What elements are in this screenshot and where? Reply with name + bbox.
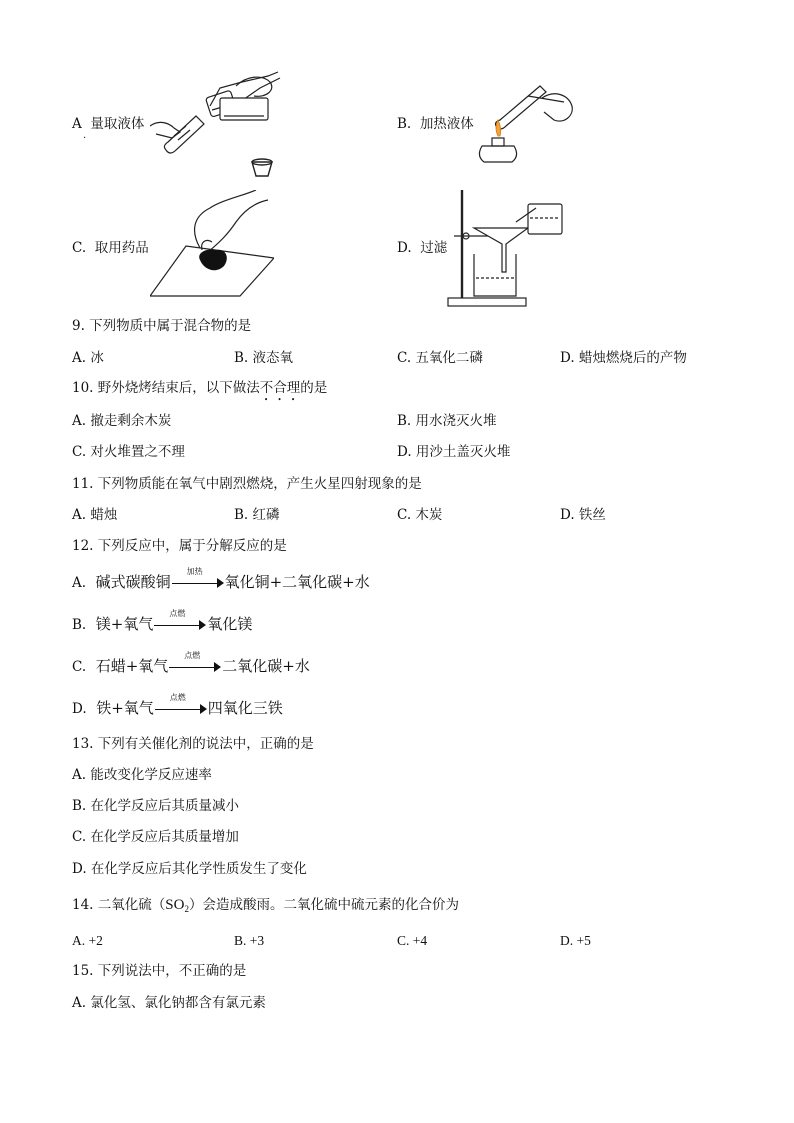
q10-stem-emphasis: 不合理 [259,380,301,396]
q11-option-c[interactable]: C. 木炭 [397,507,443,523]
q12-option-a[interactable] [72,567,370,591]
q12-d-condition: 点燃 [169,693,186,702]
q12-a-right: 氧化铜+二氧化碳+水 [224,573,370,591]
q10-option-d[interactable]: D. 用沙土盖灭火堆 [397,444,511,460]
measure-liquid-figure [150,68,290,184]
q10-stem-post: 的是 [300,380,328,396]
q12-c-right: 二氧化碳+水 [222,657,310,675]
q9-option-c[interactable]: C. 五氧化二磷 [397,350,483,366]
q8-option-c-text: 取用药品 [94,240,149,256]
q12-b-left: 镁+氧气 [95,615,154,633]
filtration-figure [444,188,568,310]
q12-a-arrow [172,567,224,589]
q8-option-b[interactable] [397,116,474,132]
q14-stem [72,897,459,917]
q8-option-d-letter: D. [397,240,412,256]
q14-formula-main: SO [165,897,185,913]
heat-liquid-figure [472,80,576,166]
q13-option-a[interactable]: A. 能改变化学反应速率 [72,767,212,783]
q13-option-b[interactable]: B. 在化学反应后其质量减小 [72,798,240,814]
q14-option-c[interactable]: C. +4 [397,933,428,948]
q9-option-b[interactable]: B. 液态氧 [234,350,294,366]
q11-option-a[interactable]: A. 蜡烛 [72,507,118,523]
q13-option-c[interactable]: C. 在化学反应后其质量增加 [72,829,239,845]
q9-stem: 9. 下列物质中属于混合物的是 [72,318,252,334]
q13-option-d[interactable]: D. 在化学反应后其化学性质发生了变化 [72,861,307,877]
q9-option-a[interactable]: A. 冰 [72,350,104,366]
q14-stem-post: ）会造成酸雨。二氧化硫中硫元素的化合价为 [188,897,459,913]
q8-option-d-text: 过滤 [420,240,448,256]
q10-option-b[interactable]: B. 用水浇灭火堆 [397,413,497,429]
q11-stem: 11. 下列物质能在氧气中剧烈燃烧，产生火星四射现象的是 [72,476,422,492]
q12-d-arrow [155,693,207,715]
q12-a-condition: 加热 [186,567,203,576]
q12-c-left: 石蜡+氧气 [95,657,169,675]
q14-formula-subscript: 2 [184,904,189,914]
q14-option-d[interactable]: D. +5 [560,933,591,948]
q11-option-b[interactable]: B. 红磷 [234,507,280,523]
q12-stem: 12. 下列反应中，属于分解反应的是 [72,538,287,554]
q15-option-a[interactable]: A. 氯化氢、氯化钠都含有氯元素 [72,995,266,1011]
q8-option-a-text: 量取液体 [90,116,145,132]
q12-option-c[interactable] [72,651,310,675]
q13-stem: 13. 下列有关催化剂的说法中，正确的是 [72,736,314,752]
q15-stem: 15. 下列说法中，不正确的是 [72,963,247,979]
q8-option-c[interactable] [72,240,149,256]
q10-option-c[interactable]: C. 对火堆置之不理 [72,444,185,460]
take-chemical-figure [150,190,274,298]
q12-b-arrow [154,609,206,631]
q12-c-condition: 点燃 [184,651,201,660]
q8-option-b-text: 加热液体 [419,116,474,132]
q12-b-condition: 点燃 [169,609,186,618]
q12-d-right: 四氧化三铁 [207,699,283,717]
q12-c-letter: C. [72,659,87,675]
q12-b-letter: B. [72,617,87,633]
q12-option-d[interactable] [72,693,283,717]
q14-stem-pre: 14. 二氧化硫（ [72,897,166,913]
q8-option-a-letter: A [72,116,82,132]
q12-d-letter: D. [72,701,87,717]
q8-option-c-letter: C. [72,240,87,256]
stray-mark: . [83,130,87,141]
q10-stem [72,380,327,404]
q8-option-d[interactable] [397,240,447,256]
q12-option-b[interactable] [72,609,253,633]
q14-formula [165,897,189,913]
q14-option-b[interactable]: B. +3 [234,933,265,948]
q12-a-letter: A. [72,575,87,591]
q8-option-b-letter: B. [397,116,412,132]
q14-option-a[interactable]: A. +2 [72,933,103,948]
q9-option-d[interactable]: D. 蜡烛燃烧后的产物 [560,350,687,366]
q12-a-left: 碱式碳酸铜 [95,573,171,591]
q12-b-right: 氧化镁 [207,615,253,633]
q11-option-d[interactable]: D. 铁丝 [560,507,606,523]
q12-d-left: 铁+氧气 [96,699,154,717]
q12-c-arrow [169,651,221,673]
q10-stem-pre: 10. 野外烧烤结束后，以下做法 [72,380,260,396]
q10-option-a[interactable]: A. 撤走剩余木炭 [72,413,172,429]
